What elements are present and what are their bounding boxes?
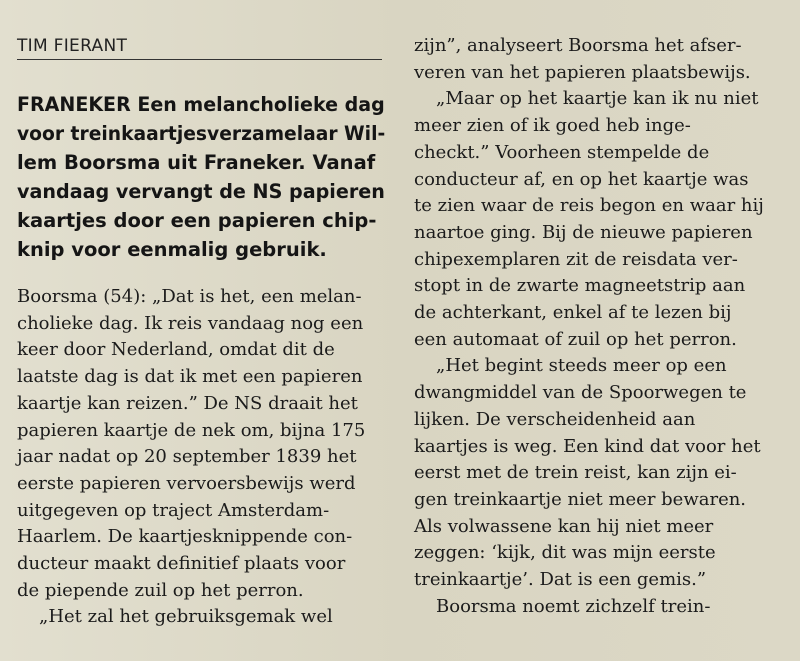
body-line: papieren kaartje de nek om, bijna 175 xyxy=(17,419,366,441)
body-line: Boorsma noemt zichzelf trein- xyxy=(436,595,711,617)
body-line: „Het zal het gebruiksgemak wel xyxy=(39,606,333,628)
body-line: een automaat of zuil op het perron. xyxy=(414,328,737,350)
body-line: zeggen: ‘kijk, dit was mijn eerste xyxy=(414,542,716,564)
byline-divider xyxy=(17,59,382,60)
body-line: naartoe ging. Bij de nieuwe papieren xyxy=(414,221,753,243)
lead-line: vandaag vervangt de NS papieren xyxy=(17,180,385,203)
lead-line: FRANEKER Een melancholieke dag xyxy=(17,93,385,116)
body-line: checkt.” Voorheen stempelde de xyxy=(414,141,710,163)
body-line: „Het begint steeds meer op een xyxy=(436,355,727,377)
body-line: stopt in de zwarte magneetstrip aan xyxy=(414,275,746,297)
left-column-body xyxy=(17,284,385,631)
body-line: kaartjes is weg. Een kind dat voor het xyxy=(414,435,761,457)
body-line: meer zien of ik goed heb inge- xyxy=(414,115,691,137)
lead-line: knip voor eenmalig gebruik. xyxy=(17,238,327,261)
body-line: uitgegeven op traject Amsterdam- xyxy=(17,499,330,521)
body-line: conducteur af, en op het kaartje was xyxy=(414,168,749,190)
body-line: veren van het papieren plaatsbewijs. xyxy=(414,61,751,83)
body-line: lijken. De verscheidenheid aan xyxy=(414,408,696,430)
byline: TIM FIERANT xyxy=(17,36,128,56)
body-line: kaartje kan reizen.” De NS draait het xyxy=(17,392,358,414)
body-line: „Maar op het kaartje kan ik nu niet xyxy=(436,88,759,110)
body-line: laatste dag is dat ik met een papieren xyxy=(17,366,363,388)
body-line: de piepende zuil op het perron. xyxy=(17,579,304,601)
body-line: jaar nadat op 20 september 1839 het xyxy=(17,446,357,468)
body-line: eerst met de trein reist, kan zijn ei- xyxy=(414,462,737,484)
lead-line: kaartjes door een papieren chip- xyxy=(17,209,377,232)
body-line: te zien waar de reis begon en waar hij xyxy=(414,195,764,217)
body-line: ducteur maakt definitief plaats voor xyxy=(17,553,346,575)
body-line: zijn”, analyseert Boorsma het afser- xyxy=(414,35,742,56)
body-line: keer door Nederland, omdat dit de xyxy=(17,339,335,361)
body-line: de achterkant, enkel af te lezen bij xyxy=(414,302,732,324)
body-line: eerste papieren vervoersbewijs werd xyxy=(17,472,356,494)
body-line: cholieke dag. Ik reis vandaag nog een xyxy=(17,312,364,334)
right-column-body xyxy=(414,33,784,620)
lead-line: voor treinkaartjesverzamelaar Wil- xyxy=(17,122,386,145)
body-line: Als volwassene kan hij niet meer xyxy=(414,515,714,537)
lead-line: lem Boorsma uit Franeker. Vanaf xyxy=(17,151,376,174)
body-line: Haarlem. De kaartjesknippende con- xyxy=(17,526,353,548)
body-line: gen treinkaartje niet meer bewaren. xyxy=(414,488,747,510)
body-line: dwangmiddel van de Spoorwegen te xyxy=(414,382,747,404)
lead-paragraph xyxy=(17,90,385,264)
body-line: Boorsma (54): „Dat is het, een melan- xyxy=(17,286,362,307)
body-line: chipexemplaren zit de reisdata ver- xyxy=(414,248,738,270)
body-line: treinkaartje’. Dat is een gemis.” xyxy=(414,569,707,591)
